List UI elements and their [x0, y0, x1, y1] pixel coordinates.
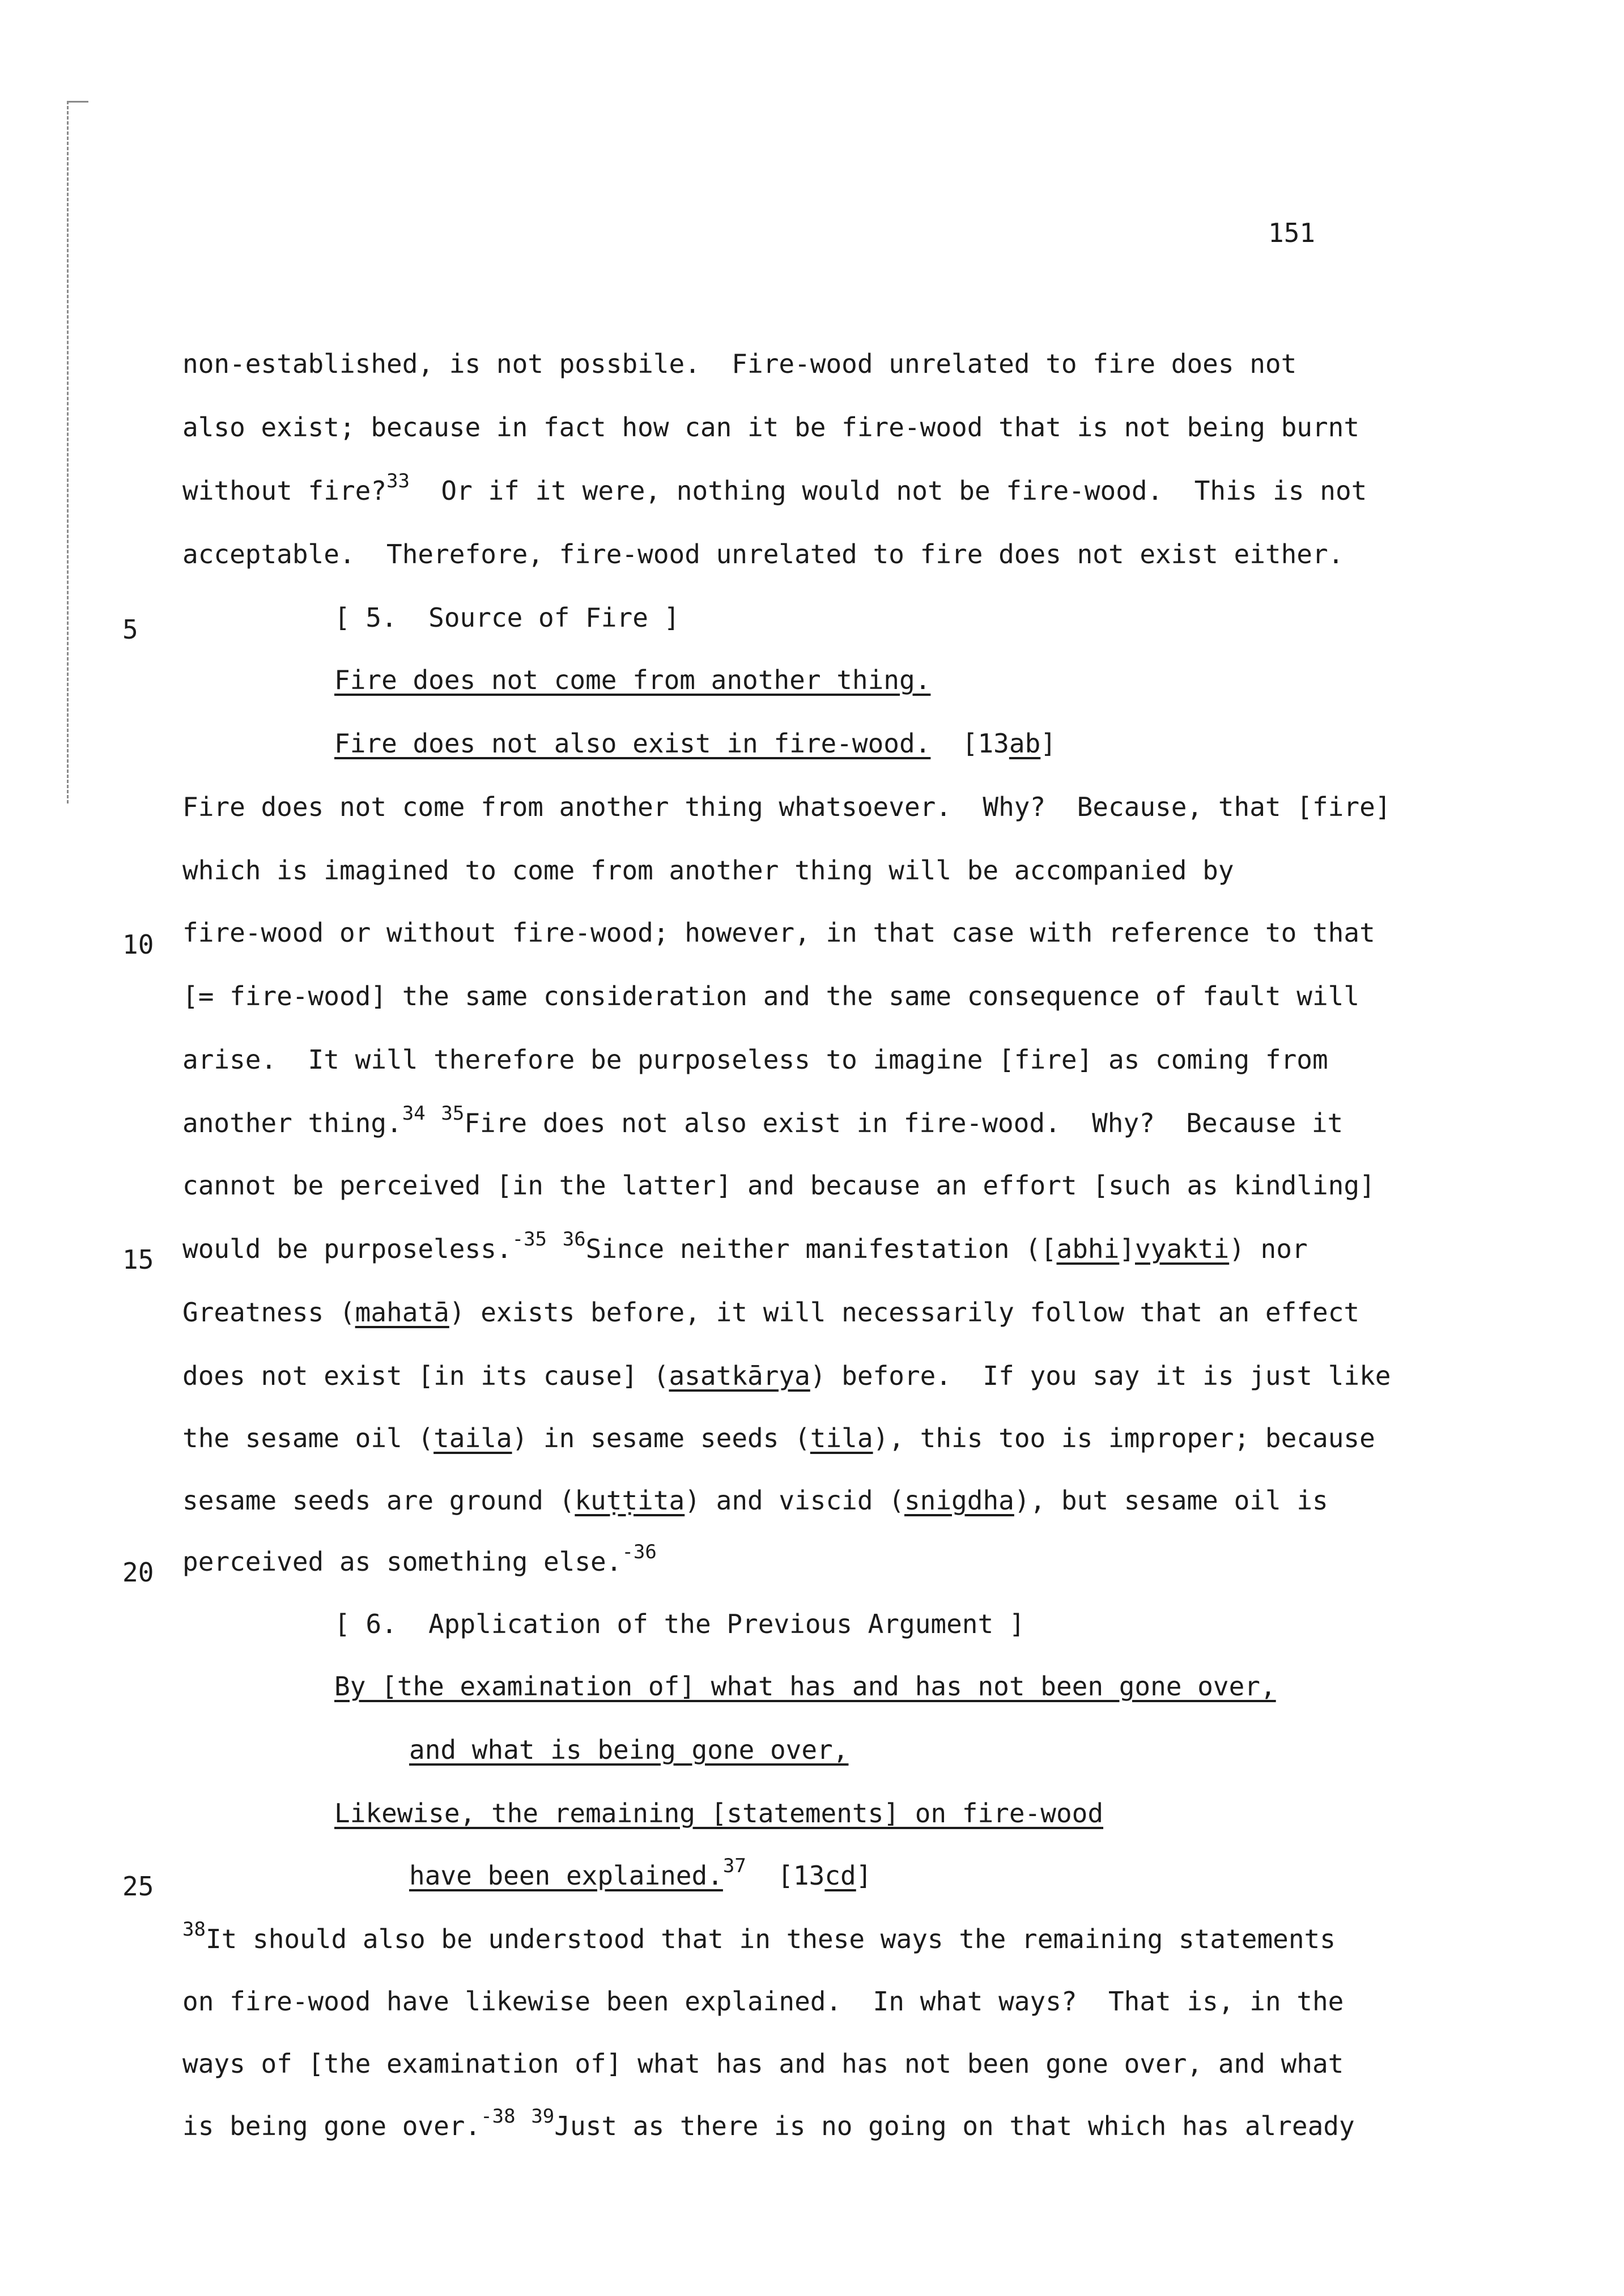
- text-line: ways of [the examination of] what has and has not been gone over, and what: [182, 2048, 1344, 2079]
- section-heading-6: [ 6. Application of the Previous Argument ]: [334, 1609, 1025, 1639]
- text-run: ]: [1119, 1234, 1135, 1264]
- text-line: [182, 1228, 1308, 1266]
- footnote-mark: -38: [481, 2105, 516, 2128]
- text-line: [182, 1541, 657, 1579]
- text-line: arise. It will therefore be purposeless to imagine [fire] as coming from: [182, 1044, 1328, 1075]
- verse-ref-close: ]: [1040, 728, 1056, 759]
- text-run: ) and viscid (: [685, 1485, 904, 1516]
- footnote-mark: 36: [562, 1228, 586, 1251]
- text-run: Or if it were, nothing would not be fire-wood. This is not: [409, 475, 1367, 506]
- text-run: ), but sesame oil is: [1014, 1485, 1328, 1516]
- footnote-mark: 34: [402, 1102, 426, 1125]
- footnote-mark: -35: [512, 1228, 547, 1251]
- verse-ref-part: ab: [1009, 728, 1041, 759]
- text-line: on fire-wood have likewise been explained. In what ways? That is, in the: [182, 1986, 1344, 2017]
- text-run: [426, 1108, 441, 1138]
- verse-line: [334, 726, 1056, 760]
- footnote-mark: 38: [182, 1918, 206, 1941]
- text-run: Since neither manifestation ([: [585, 1234, 1057, 1264]
- page-number: 151: [1268, 218, 1316, 248]
- text-run: sesame seeds are ground (: [182, 1485, 575, 1516]
- margin-bracket-tick: [67, 101, 88, 103]
- text-run: ) nor: [1229, 1234, 1308, 1264]
- verse-line: Fire does not come from another thing.: [334, 665, 931, 695]
- sanskrit-term: vyakti: [1135, 1234, 1230, 1264]
- text-line: also exist; because in fact how can it be fire-wood that is not being burnt: [182, 412, 1360, 443]
- text-run: ), this too is improper; because: [873, 1423, 1375, 1453]
- text-run: ) before. If you say it is just like: [810, 1360, 1391, 1391]
- footnote-mark: 35: [441, 1102, 465, 1125]
- verse-ref-close: ]: [856, 1860, 872, 1891]
- text-run: is being gone over.: [182, 2111, 481, 2141]
- sanskrit-term: taila: [433, 1423, 512, 1453]
- line-number-25: 25: [122, 1871, 154, 1902]
- margin-bracket-line: [67, 101, 69, 803]
- text-line: which is imagined to come from another thing will be accompanied by: [182, 855, 1234, 886]
- text-run: ) in sesame seeds (: [512, 1423, 810, 1453]
- section-heading-5: [ 5. Source of Fire ]: [334, 602, 680, 633]
- text-line: [182, 1295, 1359, 1329]
- text-line: [182, 2105, 1355, 2143]
- text-line: [182, 1359, 1391, 1393]
- text-line: [= fire-wood] the same consideration and the same consequence of fault will: [182, 981, 1360, 1011]
- text-line: [182, 1421, 1375, 1455]
- sanskrit-term: kuṭṭita: [575, 1485, 685, 1516]
- footnote-mark: 39: [531, 2105, 555, 2128]
- footnote-mark: 33: [386, 470, 410, 492]
- text-run: does not exist [in its cause] (: [182, 1360, 669, 1391]
- text-run: Just as there is no going on that which has already: [554, 2111, 1355, 2141]
- footnote-mark: -36: [622, 1541, 657, 1563]
- verse-line: [409, 1855, 872, 1893]
- verse-line: and what is being gone over,: [409, 1734, 849, 1765]
- text-run: another thing.: [182, 1108, 402, 1138]
- text-run: would be purposeless.: [182, 1234, 512, 1264]
- line-number-15: 15: [122, 1244, 154, 1275]
- line-number-10: 10: [122, 929, 154, 960]
- sanskrit-term: mahatā: [355, 1297, 449, 1328]
- text-line: [182, 470, 1367, 508]
- verse-ref: [13: [746, 1860, 825, 1891]
- text-line: Fire does not come from another thing whatsoever. Why? Because, that [fire]: [182, 792, 1391, 822]
- text-line: [182, 1918, 1336, 1956]
- sanskrit-term: asatkārya: [669, 1360, 810, 1391]
- verse-text: Fire does not also exist in fire-wood.: [334, 728, 931, 759]
- verse-text: have been explained.: [409, 1860, 723, 1891]
- text-run: ) exists before, it will necessarily follow that an effect: [449, 1297, 1360, 1328]
- text-run: without fire?: [182, 475, 387, 506]
- text-line: [182, 1483, 1328, 1517]
- text-run: the sesame oil (: [182, 1423, 434, 1453]
- sanskrit-term: snigdha: [904, 1485, 1014, 1516]
- text-run: [516, 2111, 532, 2141]
- text-line: fire-wood or without fire-wood; however, in that case with reference to that: [182, 917, 1375, 948]
- footnote-mark: 37: [722, 1855, 746, 1877]
- text-run: perceived as something else.: [182, 1546, 622, 1577]
- sanskrit-term: abhi: [1056, 1234, 1120, 1264]
- text-line: non-established, is not possbile. Fire-wood unrelated to fire does not: [182, 348, 1297, 379]
- text-run: Greatness (: [182, 1297, 355, 1328]
- text-run: It should also be understood that in these ways the remaining statements: [205, 1924, 1336, 1954]
- text-run: Fire does not also exist in fire-wood. Why? Because it: [464, 1108, 1344, 1138]
- verse-line: By [the examination of] what has and has not been gone over,: [334, 1671, 1276, 1702]
- text-line: [182, 1102, 1344, 1140]
- line-number-5: 5: [122, 614, 138, 645]
- sanskrit-term: tila: [810, 1423, 873, 1453]
- text-line: acceptable. Therefore, fire-wood unrelated to fire does not exist either.: [182, 539, 1344, 569]
- verse-ref: [13: [930, 728, 1009, 759]
- text-run: [547, 1234, 563, 1264]
- line-number-20: 20: [122, 1557, 154, 1588]
- verse-line: Likewise, the remaining [statements] on fire-wood: [334, 1798, 1104, 1829]
- verse-ref-part: cd: [824, 1860, 856, 1891]
- text-line: cannot be perceived [in the latter] and because an effort [such as kindling]: [182, 1170, 1375, 1201]
